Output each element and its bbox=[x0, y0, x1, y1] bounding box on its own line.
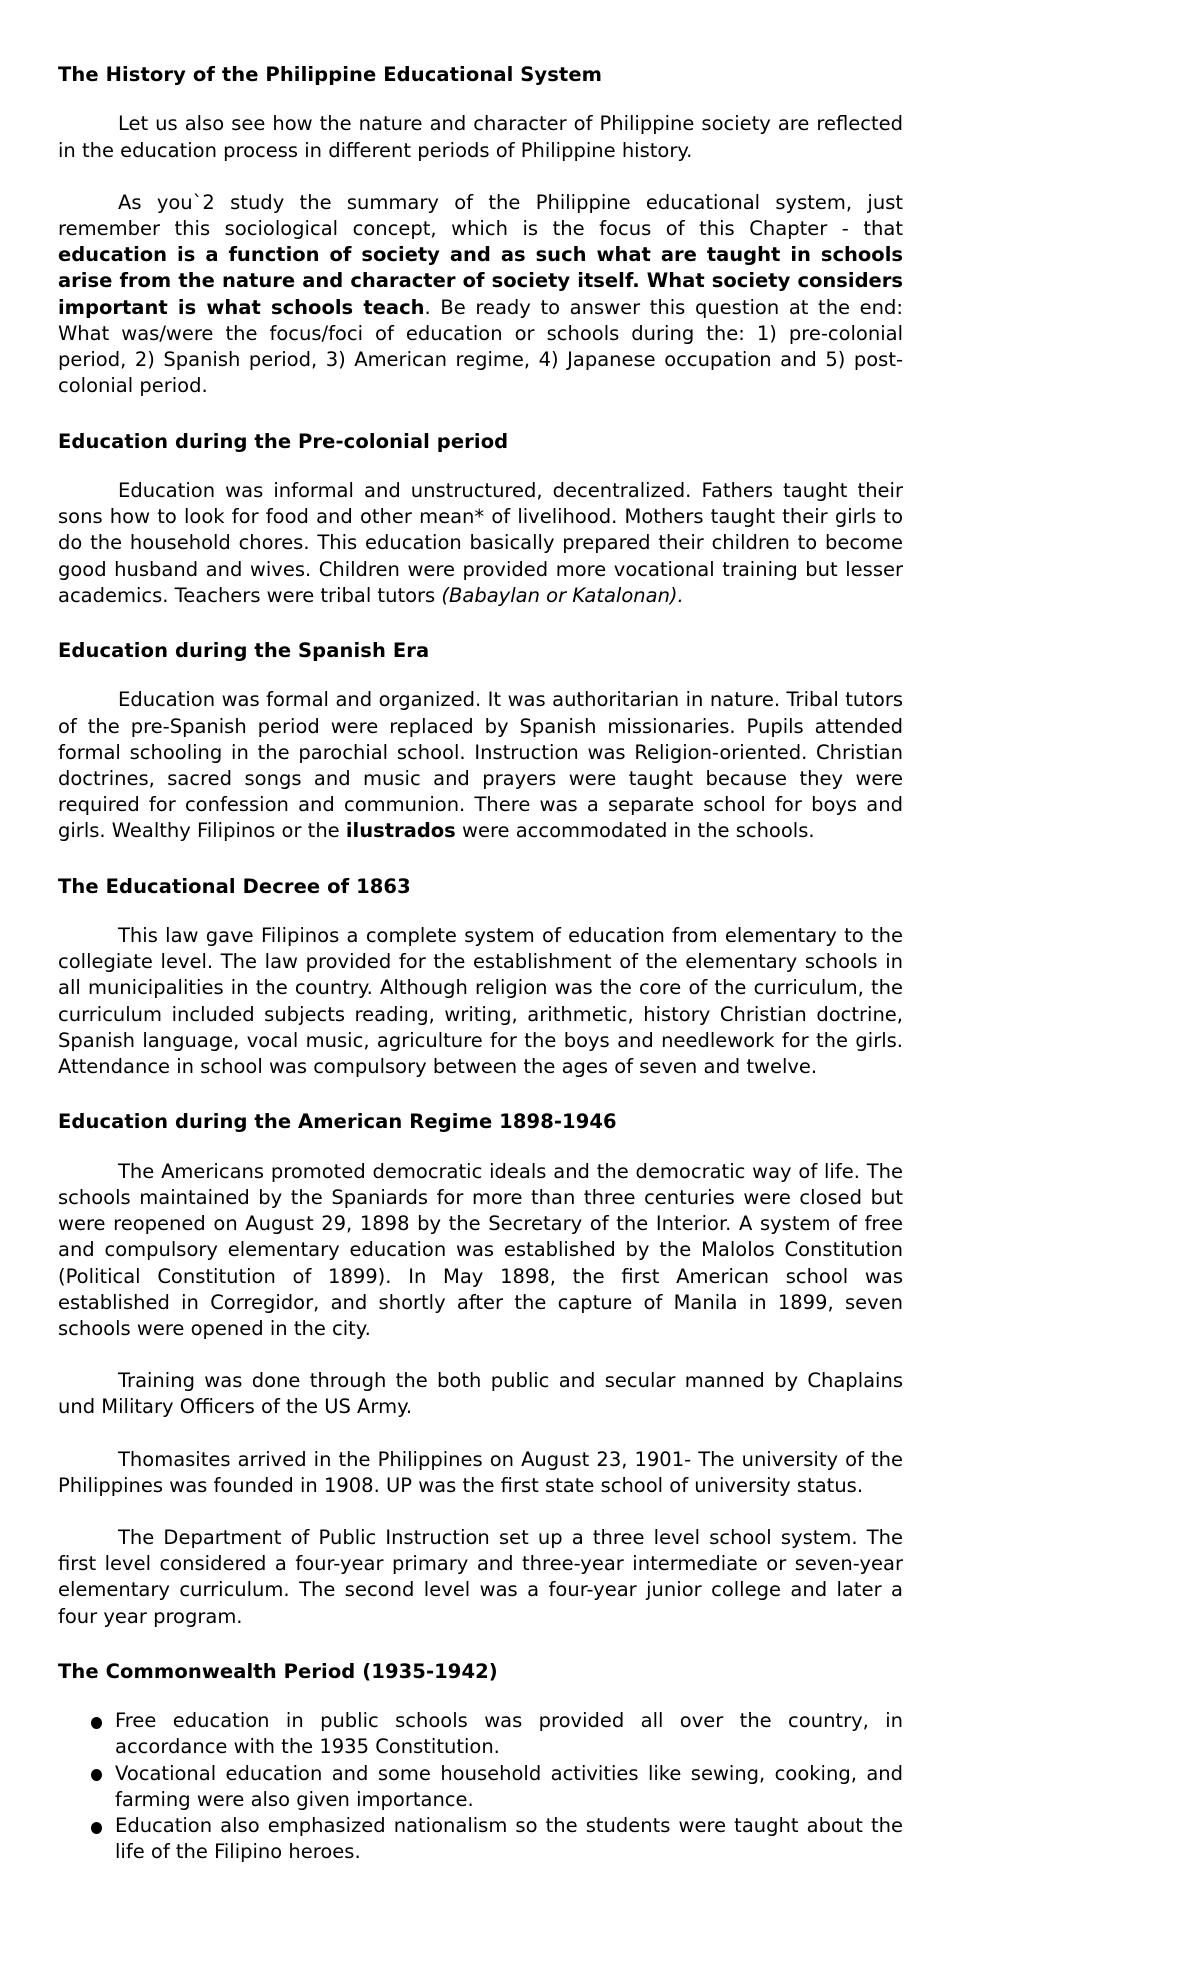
spacer bbox=[58, 454, 903, 478]
pre-colonial-text: Education was informal and unstructured, decentralized. Fathers taught their sons how to look for food and other mean* of livelihood. Mothers taught their girls to do the household chores. This education basically prepared their children to become good husband and wives. Children were provided more vocational training but lesser academics. Teachers were tribal tutors bbox=[58, 478, 903, 607]
list-item bbox=[58, 1708, 903, 1760]
spacer bbox=[58, 1080, 903, 1109]
heading-commonwealth-period: The Commonwealth Period (1935-1942) bbox=[58, 1659, 498, 1683]
document-body bbox=[58, 62, 903, 1866]
spacer bbox=[58, 164, 903, 190]
spacer bbox=[58, 1499, 903, 1525]
spacer bbox=[58, 400, 903, 429]
spanish-era-text: Education was formal and organized. It was authoritarian in nature. Tribal tutors of the pre-Spanish period were replaced by Spanish missionaries. Pupils attended formal schooling in the parochial school. Instruction was Religion-oriented. Christian doctrines, sacred songs and music and prayers were taught because they were required for confession and communion. There was a separate school for boys and girls. Wealthy Filipinos or the bbox=[58, 688, 903, 843]
commonwealth-bullet-list bbox=[58, 1708, 903, 1865]
pre-colonial-italic-term: (Babaylan or Katalonan). bbox=[441, 583, 684, 607]
spacer bbox=[58, 87, 903, 111]
list-item bbox=[58, 1761, 903, 1813]
spacer bbox=[58, 1342, 903, 1368]
spanish-era-text-end: were accommodated in the schools. bbox=[455, 819, 815, 843]
spacer bbox=[58, 1684, 903, 1708]
american-regime-paragraph-2: Training was done through the both public and secular manned by Chaplains und Military Officers of the US Army. bbox=[58, 1369, 903, 1419]
spacer bbox=[58, 899, 903, 923]
intro-second-bold-text: education is a function of society and as such what are taught in schools arise from the nature and character of society itself. What society considers important is what schools teach bbox=[58, 243, 903, 319]
heading-american-regime: Education during the American Regime 1898-1946 bbox=[58, 1110, 617, 1134]
american-regime-paragraph-4: The Department of Public Instruction set up a three level school system. The first level considered a four-year primary and three-year intermediate or seven-year elementary curriculum. The second level was a four-year junior college and later a four year program. bbox=[58, 1526, 903, 1628]
list-item-text: Vocational education and some household activities like sewing, cooking, and farming were also given importance. bbox=[115, 1761, 903, 1811]
intro-second-paragraph bbox=[58, 190, 903, 400]
section-spanish-era-body bbox=[58, 687, 903, 844]
american-regime-paragraph-1: The Americans promoted democratic ideals and the democratic way of life. The schools maintained by the Spaniards for more than three centuries were closed but were reopened on August 29, 1898 by the Secretary of the Interior. A system of free and compulsory elementary education was established by the Malolos Constitution (Political Constitution of 1899). In May 1898, the first American school was established in Corregidor, and shortly after the capture of Manila in 1899, seven schools were opened in the city. bbox=[58, 1159, 903, 1340]
spacer bbox=[58, 1135, 903, 1159]
list-item-text: Free education in public schools was provided all over the country, in accordance with the 1935 Constitution. bbox=[115, 1709, 903, 1759]
spacer bbox=[58, 663, 903, 687]
heading-educational-decree-1863: The Educational Decree of 1863 bbox=[58, 874, 411, 898]
bullet-dot-icon bbox=[91, 1717, 102, 1729]
intro-second-post-text: . Be ready to answer this question at the end: What was/were the focus/foci of education or schools during the: 1) pre-colonial period, 2) Spanish period, 3) American regime, 4) Japanese occupation and 5) post-colonial period. bbox=[58, 295, 903, 398]
heading-spanish-era: Education during the Spanish Era bbox=[58, 638, 430, 662]
intro-lead-paragraph: Let us also see how the nature and character of Philippine society are reflected in the education process in different periods of Philippine history. bbox=[58, 112, 903, 162]
american-regime-paragraph-3: Thomasites arrived in the Philippines on August 23, 1901- The university of the Philippines was founded in 1908. UP was the first state school of university status. bbox=[58, 1447, 903, 1497]
spacer bbox=[58, 845, 903, 874]
section-decree-body: This law gave Filipinos a complete system of education from elementary to the collegiate level. The law provided for the establishment of the elementary schools in all municipalities in the country. Although religion was the core of the curriculum, the curriculum included subjects reading, writing, arithmetic, history Christian doctrine, Spanish language, vocal music, agriculture for the boys and needlework for the girls. Attendance in school was compulsory between the ages of seven and twelve. bbox=[58, 923, 903, 1079]
spacer bbox=[58, 1421, 903, 1447]
list-item-text: Education also emphasized nationalism so the students were taught about the life of the Filipino heroes. bbox=[115, 1814, 903, 1864]
spanish-era-bold-term: ilustrados bbox=[345, 819, 456, 843]
bullet-dot-icon bbox=[91, 1822, 102, 1834]
section-pre-colonial-body bbox=[58, 478, 903, 609]
spacer bbox=[58, 1630, 903, 1659]
spacer bbox=[58, 609, 903, 638]
list-item bbox=[58, 1813, 903, 1865]
page-title: The History of the Philippine Educational System bbox=[58, 63, 603, 86]
intro-second-pre-text: As you`2 study the summary of the Philippine educational system, just remember this sociological concept, which is the focus of this Chapter - that bbox=[58, 190, 903, 240]
bullet-dot-icon bbox=[91, 1769, 102, 1781]
heading-pre-colonial: Education during the Pre-colonial period bbox=[58, 429, 509, 453]
